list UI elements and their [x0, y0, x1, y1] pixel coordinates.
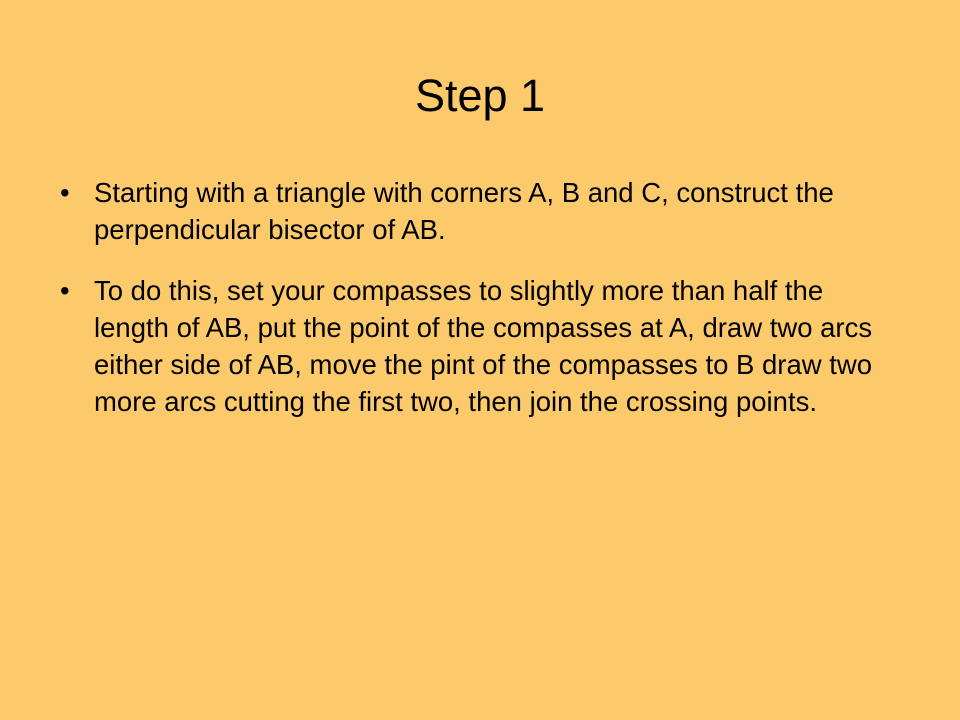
bullet-text: Starting with a triangle with corners A, B and C, construct the perpendicular bisector of AB.: [94, 177, 834, 245]
bullet-list: [60, 174, 900, 444]
bullet-item: [60, 272, 900, 420]
slide-title: Step 1: [414, 70, 546, 121]
bullet-marker: •: [60, 177, 70, 208]
bullet-marker: •: [60, 275, 70, 306]
bullet-item: [60, 174, 900, 248]
bullet-text: To do this, set your compasses to slightly more than half the length of AB, put the point of the compasses at A, draw two arcs either side of AB, move the pint of the compasses to B draw two more arcs cutting the first two, then join the crossing points.: [94, 275, 873, 417]
